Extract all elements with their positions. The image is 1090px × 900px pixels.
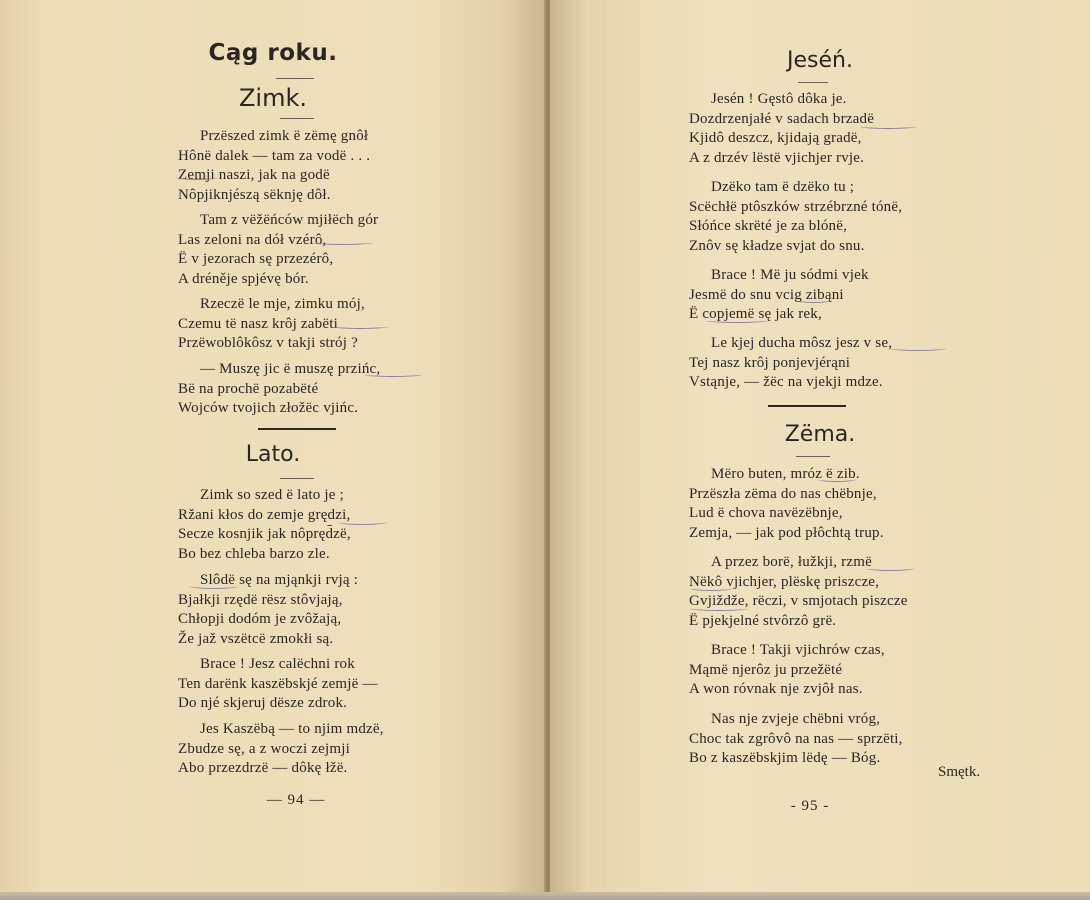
poem-line: Jes Kaszëbą — to njim mdzë, [200,721,384,737]
pencil-underline [364,372,422,377]
poem-line: Vstąnje, — žëc na vjekji mdze. [689,374,883,391]
poem-line: Nëkô vjichjer, plëskę priszcze, [689,573,880,590]
stanza [178,655,378,714]
poem-line: Przëwoblôkôsz v takji strój ? [178,335,358,352]
poem-line: Nôpjiknjészą sëknję dôł. [178,186,331,203]
poem-line: Brace ! Më ju sódmi vjek [711,267,869,283]
poem-heading-jesen: Jeséń. [787,48,853,73]
page-number-left: — 94 — [266,792,326,808]
page-number-right: - 95 - [790,798,830,814]
poem-line: Kjidô deszcz, kjidają gradë, [689,130,862,147]
author-signature: Smętk. [938,764,981,780]
poem-line: Secze kosnjik jak nôpręd̄zë, [178,526,351,543]
poem-heading-lato: Lato. [245,442,301,467]
poem-line: Brace ! Takji vjichrów czas, [711,642,885,658]
poem-line: Mąmë njerôz ju przežëté [689,661,843,678]
stanza [689,178,902,256]
poem-line: Wojców tvojich złožëc vjińc. [178,400,359,417]
poem-line: Jesmë do snu vcig zibąni [689,286,844,303]
stanza [178,571,358,649]
poem-line: — Muszę jic ë muszę przińc, [200,361,381,377]
poem-line: Tej nasz krôj ponjevjérąni [689,354,851,371]
poem-line: Že jaž vszëtcë zmokłi są. [178,630,334,647]
poem-line: Bë na prochë pozabëté [178,380,319,397]
poem-line: Ë v jezorach sę przezérô, [178,251,334,268]
poem-line: Choc tak zgrôvô na nas — sprzëti, [689,730,903,747]
poem-line: Zemji naszi, jak na godë [178,167,330,184]
pencil-underline [706,318,768,323]
title-divider [276,78,314,79]
poem-line: Ržani kłos do zemje grędzi, [178,506,351,523]
poem-line: Hônë dalek — tam za vodë . . . [178,147,371,164]
heading-divider [798,82,828,83]
pencil-underline [818,477,856,482]
book-section-title: Cąg roku. [208,40,338,66]
stanza [178,127,370,205]
pencil-underline [190,584,238,589]
poem-line: Mëro buten, mróz ë zib. [711,466,860,482]
heading-divider [280,478,314,479]
stanza [178,360,380,419]
poem-line: Ten darënk kaszëbskjé zemjë — [178,675,378,692]
poem-line: Zemja, — jak pod płôchtą trup. [689,524,884,541]
poem-line: Bo z kaszëbskjim lëdę — Bóg. [689,750,881,767]
right-page [550,0,1090,892]
poem-line: A won róvnak nje zvjôł nas. [689,681,863,698]
book-bottom-edge [0,892,1090,900]
poem-line: Brace ! Jesz calëchni rok [200,656,355,672]
poem-line: Znôv sę kładze svjat do snu. [689,237,865,254]
poem-line: Do njé skjeruj dësze zdrok. [178,695,348,712]
stanza [689,641,885,700]
pencil-underline [860,124,916,129]
stanza [178,720,384,779]
poem-line: Zimk so szed ë lato je ; [200,487,344,503]
section-divider [768,405,846,407]
poem-line: A przez borë, łužkji, rzmë [711,554,872,570]
stanza [178,486,351,564]
stanza [689,553,908,631]
pencil-underline [866,566,914,571]
heading-divider [280,118,314,119]
poem-line: Bjałkji rzędë rësz stôvjają, [178,591,343,608]
poem-line: Ë pjekjelné stvôrzô grë. [689,612,837,629]
poem-line: A dréněje spjévę bór. [178,270,309,287]
poem-line: Las zeloni na dół vzérô, [178,231,327,248]
section-divider [258,428,336,430]
poem-line: Scëchłë ptôszków strzébrzné tónë, [689,198,903,215]
poem-line: Dzëko tam ë dzëko tu ; [711,179,855,195]
heading-divider [796,456,830,457]
poem-line: Dozdrzenjałé v sadach brzadë [689,110,875,127]
pencil-underline [890,346,946,351]
poem-line: Slôdë sę na mjąnkji rvją : [200,572,359,588]
poem-line: A z drzév lëstë vjichjer rvje. [689,149,865,166]
stanza [689,266,869,325]
poem-line: Czemu të nasz krôj zabëti [178,315,338,332]
poem-line: Le kjej ducha môsz jesz v se, [711,335,893,351]
poem-line: Przëszła zëma do nas chëbnje, [689,485,877,502]
pencil-underline [690,586,732,591]
poem-line: Zbudze sę, a z woczi zejmji [178,740,350,757]
poem-line: Jesén ! Gęstô dôka je. [711,91,847,107]
poem-line: Tam z vëžëńców mjiłëch gór [200,212,379,228]
poem-line: Słóńce skrëté je za blónë, [689,218,848,235]
poem-line: Gvjiždže, rëczi, v smjotach piszcze [689,593,908,610]
pencil-underline [338,520,386,525]
poem-line: Rzeczë le mje, zimku mój, [200,296,365,312]
poem-line: Chłopji dodóm je zvôžają, [178,611,342,628]
pencil-underline [690,606,748,611]
stanza [689,710,903,769]
poem-line: Bo bez chleba barzo zle. [178,545,330,562]
stanza [178,211,378,289]
poem-line: Lud ë chova navëzëbnje, [689,505,843,522]
poem-line: Przëszed zimk ë zëmę gnôł [200,128,369,144]
poem-line: Abo przezdrzë — dôkę łžë. [178,760,348,777]
poem-line: Nas nje zvjeje chëbni vróg, [711,711,881,727]
pencil-underline [312,240,372,245]
poem-heading-zema: Zëma. [784,422,856,447]
pencil-underline [796,298,832,303]
pencil-underline [332,324,388,329]
pencil-underline [176,175,218,180]
poem-heading-zimk: Zimk. [238,84,307,112]
left-page [0,0,546,892]
stanza [689,334,892,393]
poem-line: Ë copjemë sę jak rek, [689,306,822,323]
stanza [689,90,874,168]
